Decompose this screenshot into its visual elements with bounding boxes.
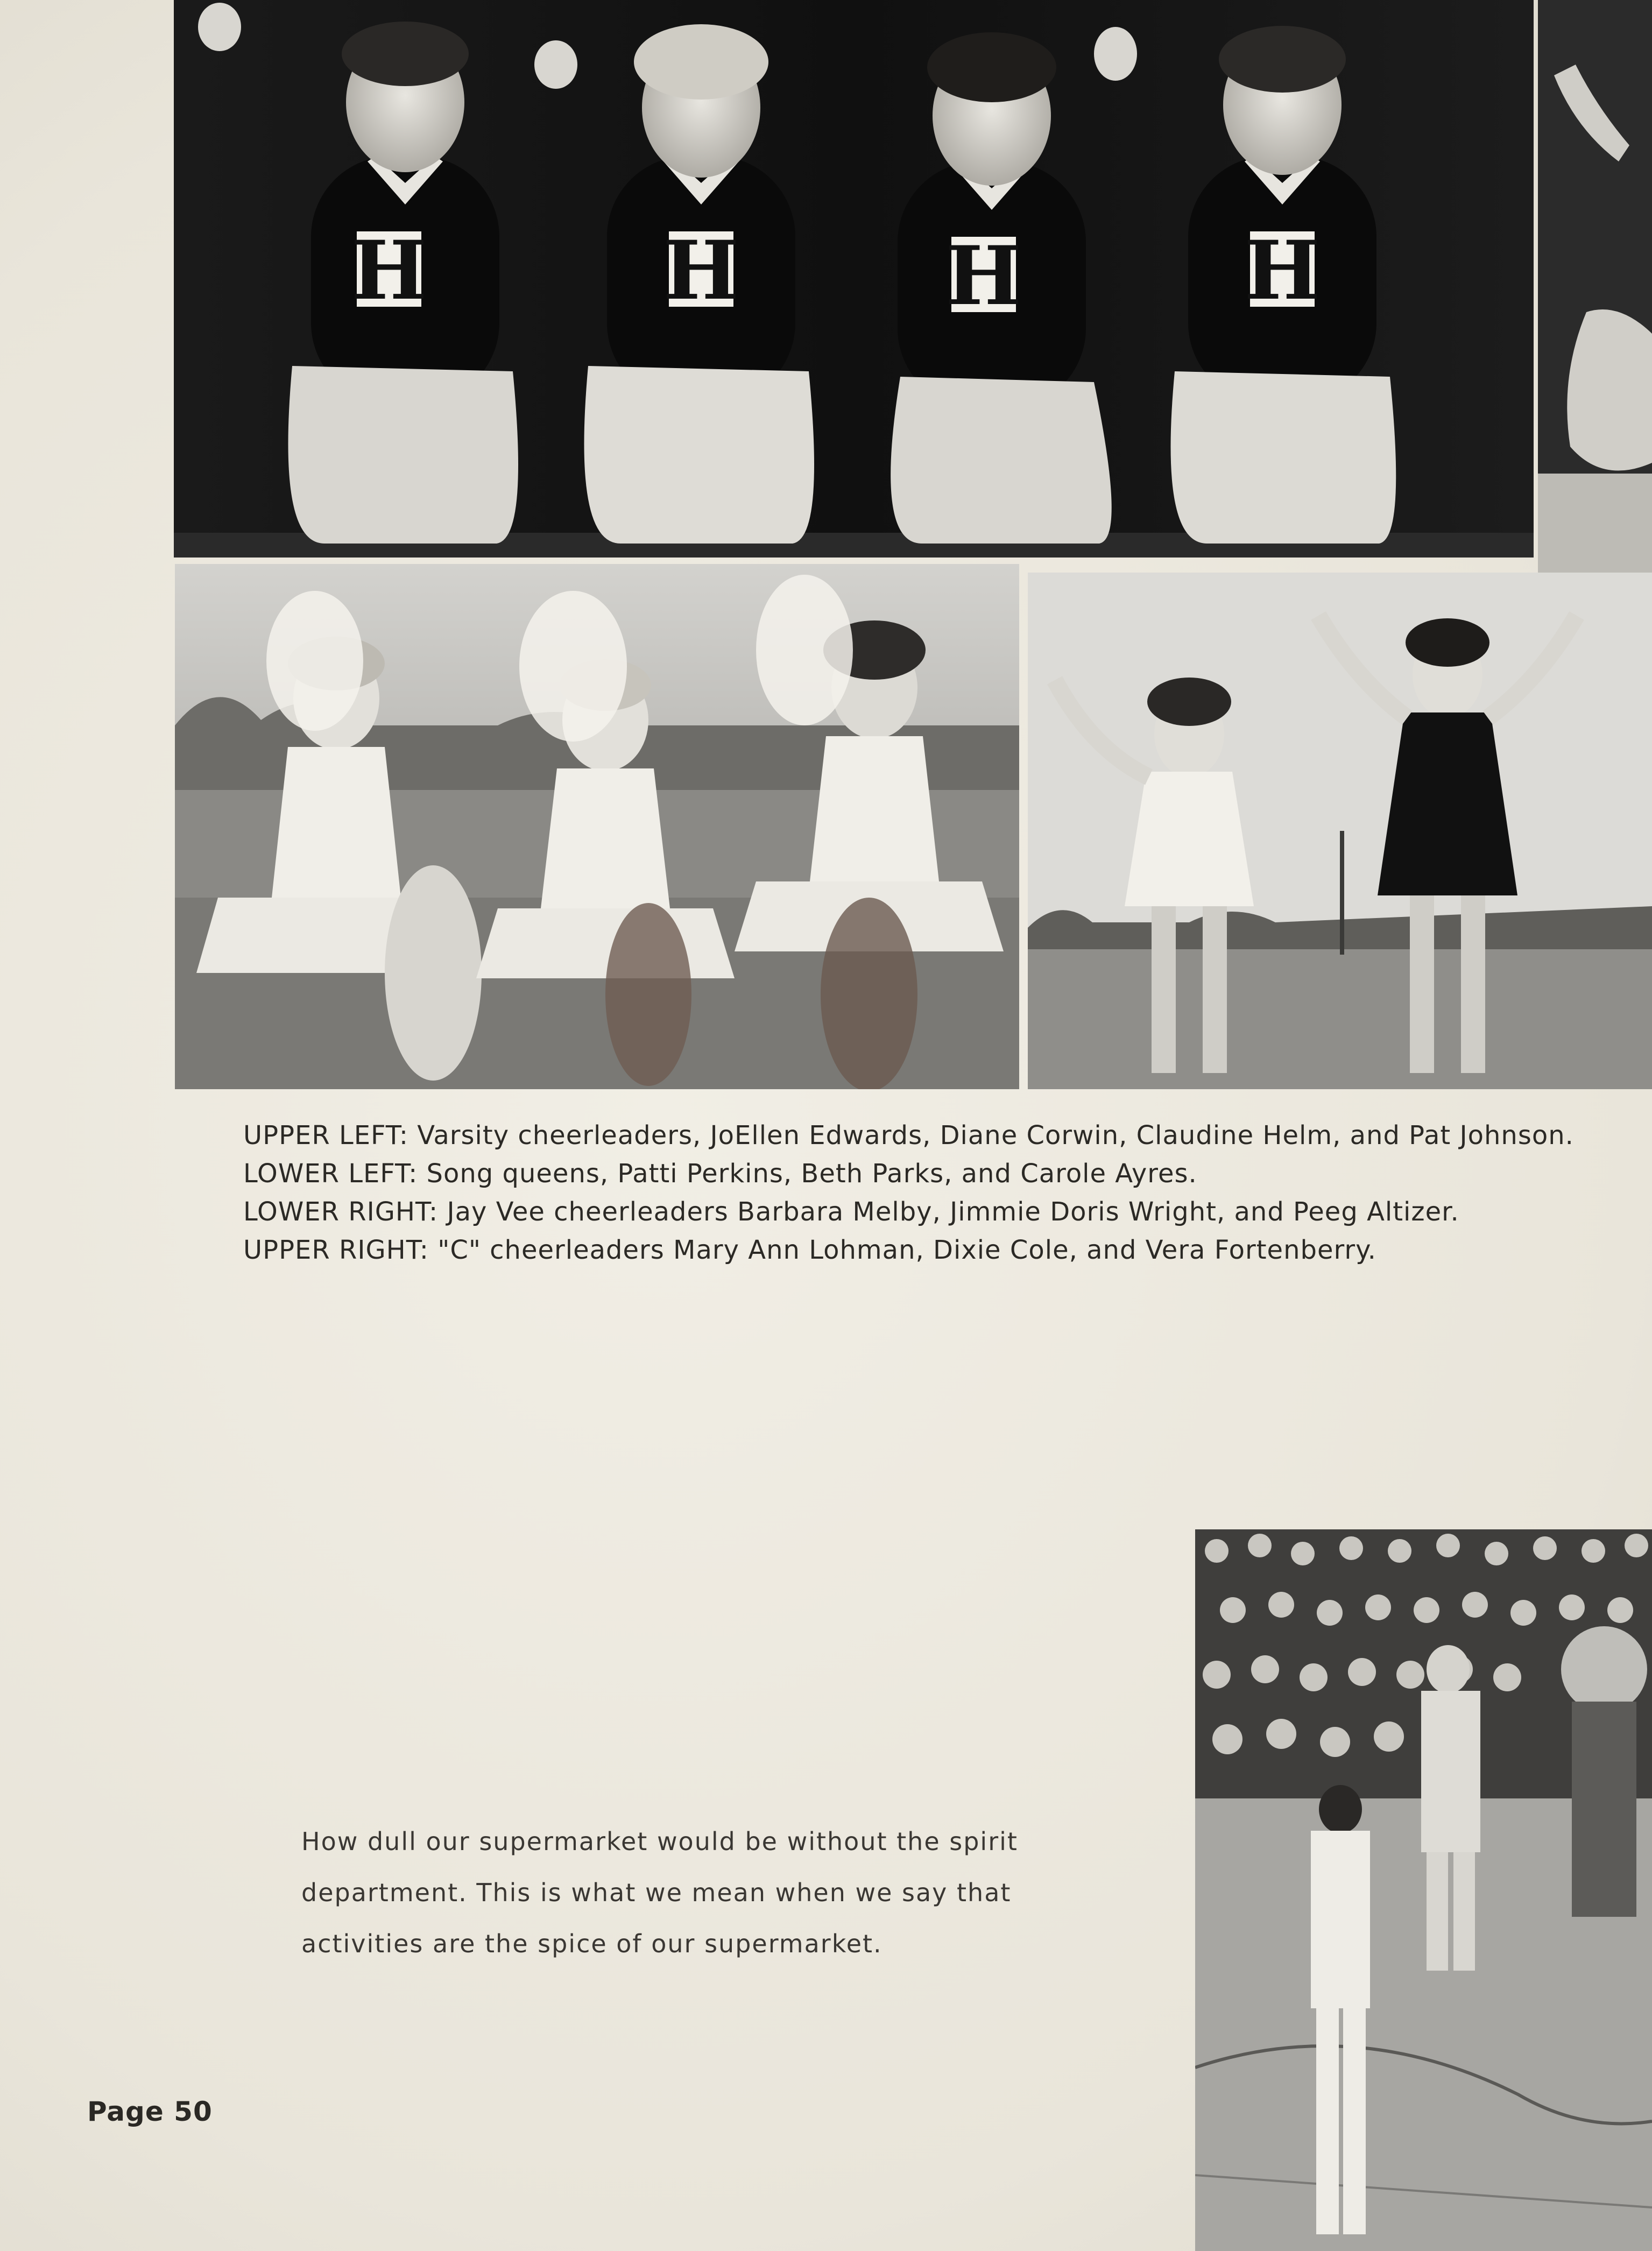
sweater-letter: H xyxy=(351,223,427,318)
caption-upper-right: UPPER RIGHT: "C" cheerleaders Mary Ann Lohman, Dixie Cole, and Vera Fortenberry. xyxy=(243,1235,1376,1265)
band-member-figure xyxy=(1561,1626,1647,1917)
photo-cropped-figure xyxy=(1538,0,1652,574)
paragraph-line: How dull our supermarket would be without the spirit xyxy=(301,1827,1018,1856)
paragraph-line: department. This is what we mean when we say that xyxy=(301,1878,1012,1907)
caption-lower-left: LOWER LEFT: Song queens, Patti Perkins, Beth Parks, and Carole Ayres. xyxy=(243,1159,1197,1189)
photo-jay-vee-cheerleaders xyxy=(1028,573,1652,1089)
photo-gym-pep-rally xyxy=(1195,1529,1652,2251)
body-paragraph xyxy=(301,1816,1033,1970)
photo-varsity-cheerleaders xyxy=(174,0,1534,558)
page-number: Page 50 xyxy=(87,2096,213,2127)
sweater-letter: H xyxy=(1244,223,1321,318)
sweater-letter: H xyxy=(945,229,1022,323)
photo-captions xyxy=(243,1117,1589,1269)
sweater-letter: H xyxy=(663,223,739,318)
caption-lower-right: LOWER RIGHT: Jay Vee cheerleaders Barbara Melby, Jimmie Doris Wright, and Peeg Altizer. xyxy=(243,1197,1459,1227)
photo-song-queens xyxy=(175,564,1019,1089)
paragraph-line: activities are the spice of our supermarket. xyxy=(301,1929,883,1958)
caption-upper-left: UPPER LEFT: Varsity cheerleaders, JoEllen Edwards, Diane Corwin, Claudine Helm, and Pat Johnson. xyxy=(243,1120,1574,1151)
